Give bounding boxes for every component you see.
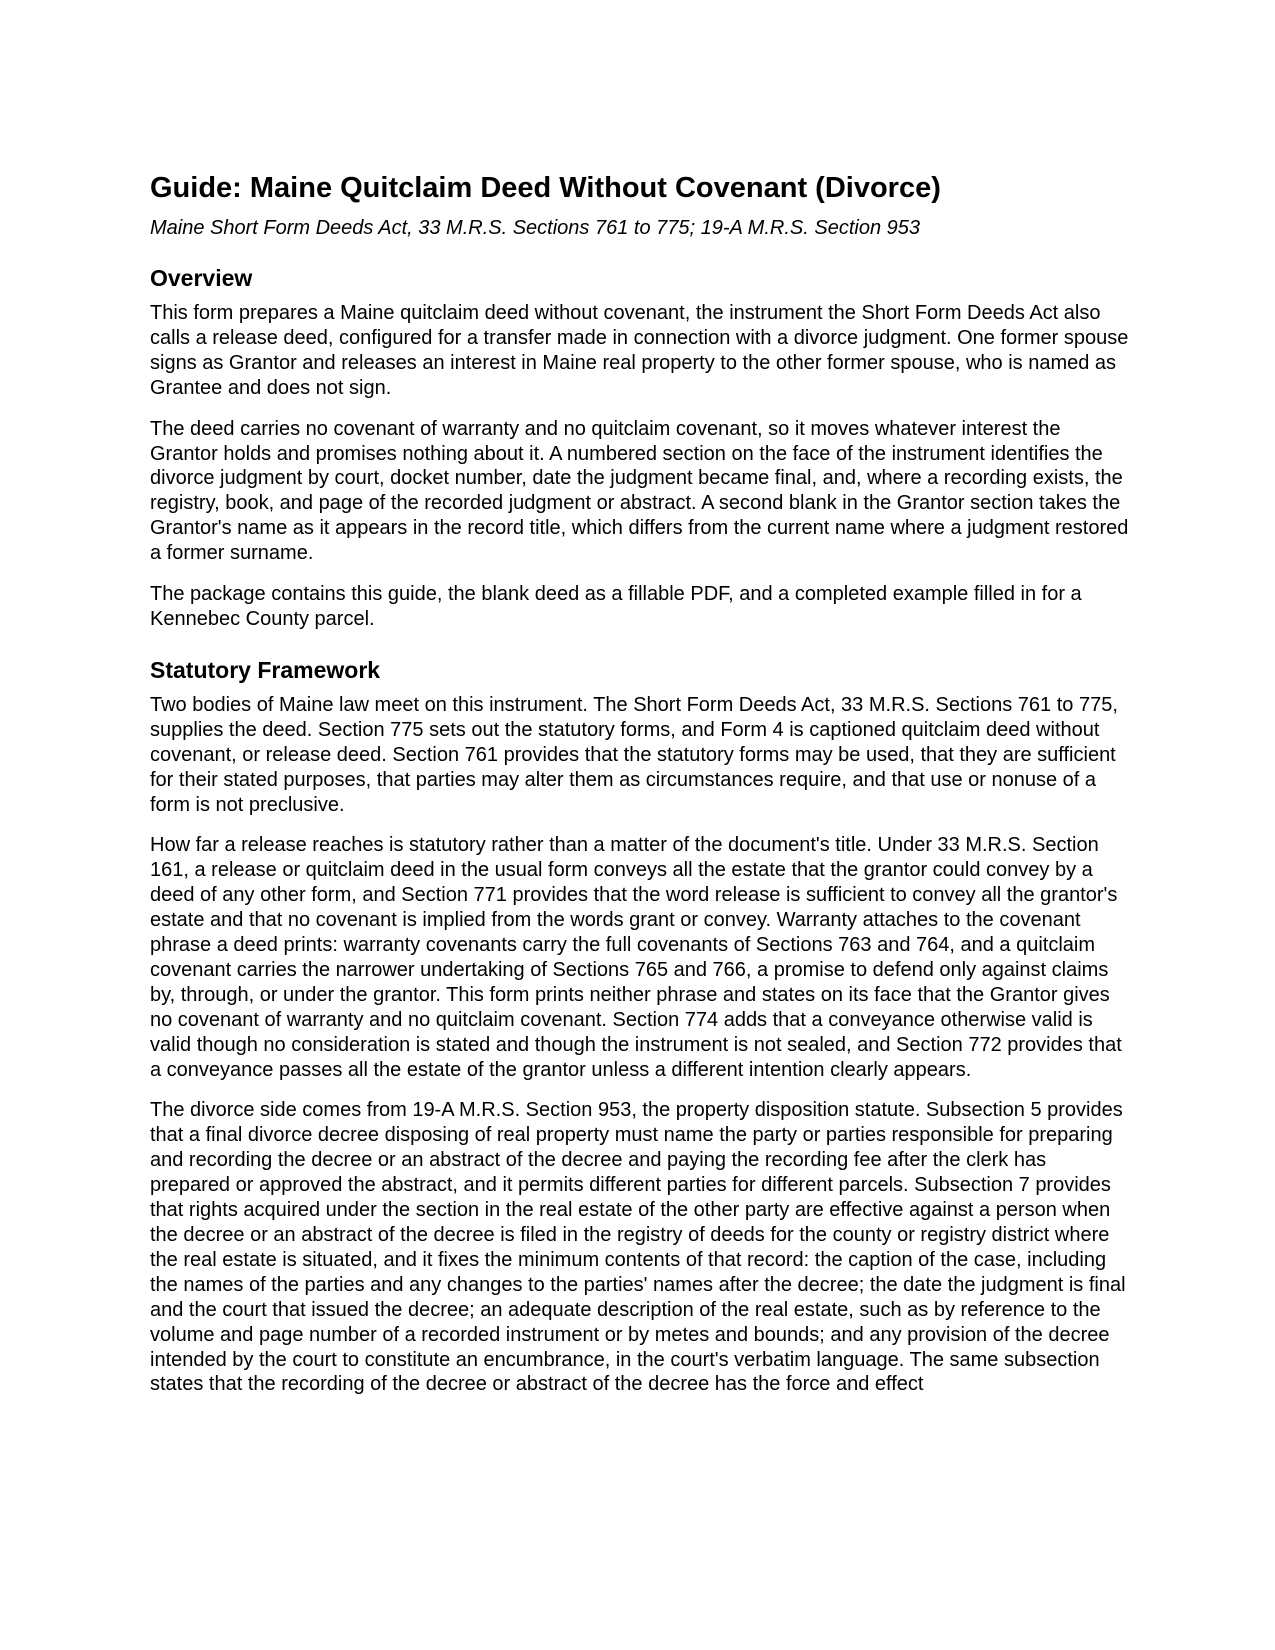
section-heading-statutory-framework: Statutory Framework: [150, 656, 381, 683]
framework-paragraph-2: How far a release reaches is statutory rather than a matter of the document's title. Under 33 M.R.S. Section 161, a release or quitclaim deed in the usual form conveys all the estate that the grantor could convey by a deed of any other form, and Section 771 provides that the word release is sufficient to convey all the grantor's estate and that no covenant is implied from the words grant or convey. Warranty attaches to the covenant phrase a deed prints: warranty covenants carry the full covenants of Sections 763 and 764, and a quitclaim covenant carries the narrower undertaking of Sections 765 and 766, a promise to defend only against claims by, through, or under the grantor. This form prints neither phrase and states on its face that the Grantor gives no covenant of warranty and no quitclaim covenant. Section 774 adds that a conveyance otherwise valid is valid though no consideration is stated and though the instrument is not sealed, and Section 772 provides that a conveyance passes all the estate of the grantor unless a different intention clearly appears.: [150, 834, 1122, 1081]
document-title: Guide: Maine Quitclaim Deed Without Covenant (Divorce): [150, 172, 941, 204]
framework-paragraph-1: Two bodies of Maine law meet on this instrument. The Short Form Deeds Act, 33 M.R.S. Sections 761 to 775, supplies the deed. Section 775 sets out the statutory forms, and Form 4 is captioned quitclaim deed without covenant, or release deed. Section 761 provides that the statutory forms may be used, that they are sufficient for their stated purposes, that parties may alter them as circumstances require, and that use or nonuse of a form is not preclusive.: [150, 693, 1118, 816]
document-page: [150, 170, 1130, 1397]
section-heading-overview: Overview: [150, 265, 253, 291]
overview-paragraph-3: The package contains this guide, the blank deed as a fillable PDF, and a completed example filled in for a Kennebec County parcel.: [150, 583, 1082, 630]
overview-paragraph-2: The deed carries no covenant of warranty and no quitclaim covenant, so it moves whatever interest the Grantor holds and promises nothing about it. A numbered section on the face of the instrument identifies the divorce judgment by court, docket number, date the judgment became final, and, where a recording exists, the registry, book, and page of the recorded judgment or abstract. A second blank in the Grantor section takes the Grantor's name as it appears in the record title, which differs from the current name where a judgment restored a former surname.: [150, 417, 1129, 565]
framework-paragraph-3: The divorce side comes from 19-A M.R.S. Section 953, the property disposition statute. Subsection 5 provides that a final divorce decree disposing of real property must name the party or parties responsible for preparing and recording the decree or an abstract of the decree and paying the recording fee after the clerk has prepared or approved the abstract, and it permits different parties for different parcels. Subsection 7 provides that rights acquired under the section in the real estate of the other party are effective against a person when the decree or an abstract of the decree is filed in the registry of deeds for the county or registry district where the real estate is situated, and it fixes the minimum contents of that record: the caption of the case, including the names of the parties and any changes to the parties' names after the decree; the date the judgment is final and the court that issued the decree; an adequate description of the real estate, such as by reference to the volume and page number of a recorded instrument or by metes and bounds; and any provision of the decree intended by the court to constitute an encumbrance, in the court's verbatim language. The same subsection states that the recording of the decree or abstract of the decree has the force and effect: [150, 1099, 1126, 1396]
document-subtitle: Maine Short Form Deeds Act, 33 M.R.S. Sections 761 to 775; 19-A M.R.S. Section 953: [150, 217, 920, 239]
overview-paragraph-1: This form prepares a Maine quitclaim deed without covenant, the instrument the Short Form Deeds Act also calls a release deed, configured for a transfer made in connection with a divorce judgment. One former spouse signs as Grantor and releases an interest in Maine real property to the other former spouse, who is named as Grantee and does not sign.: [150, 302, 1129, 399]
